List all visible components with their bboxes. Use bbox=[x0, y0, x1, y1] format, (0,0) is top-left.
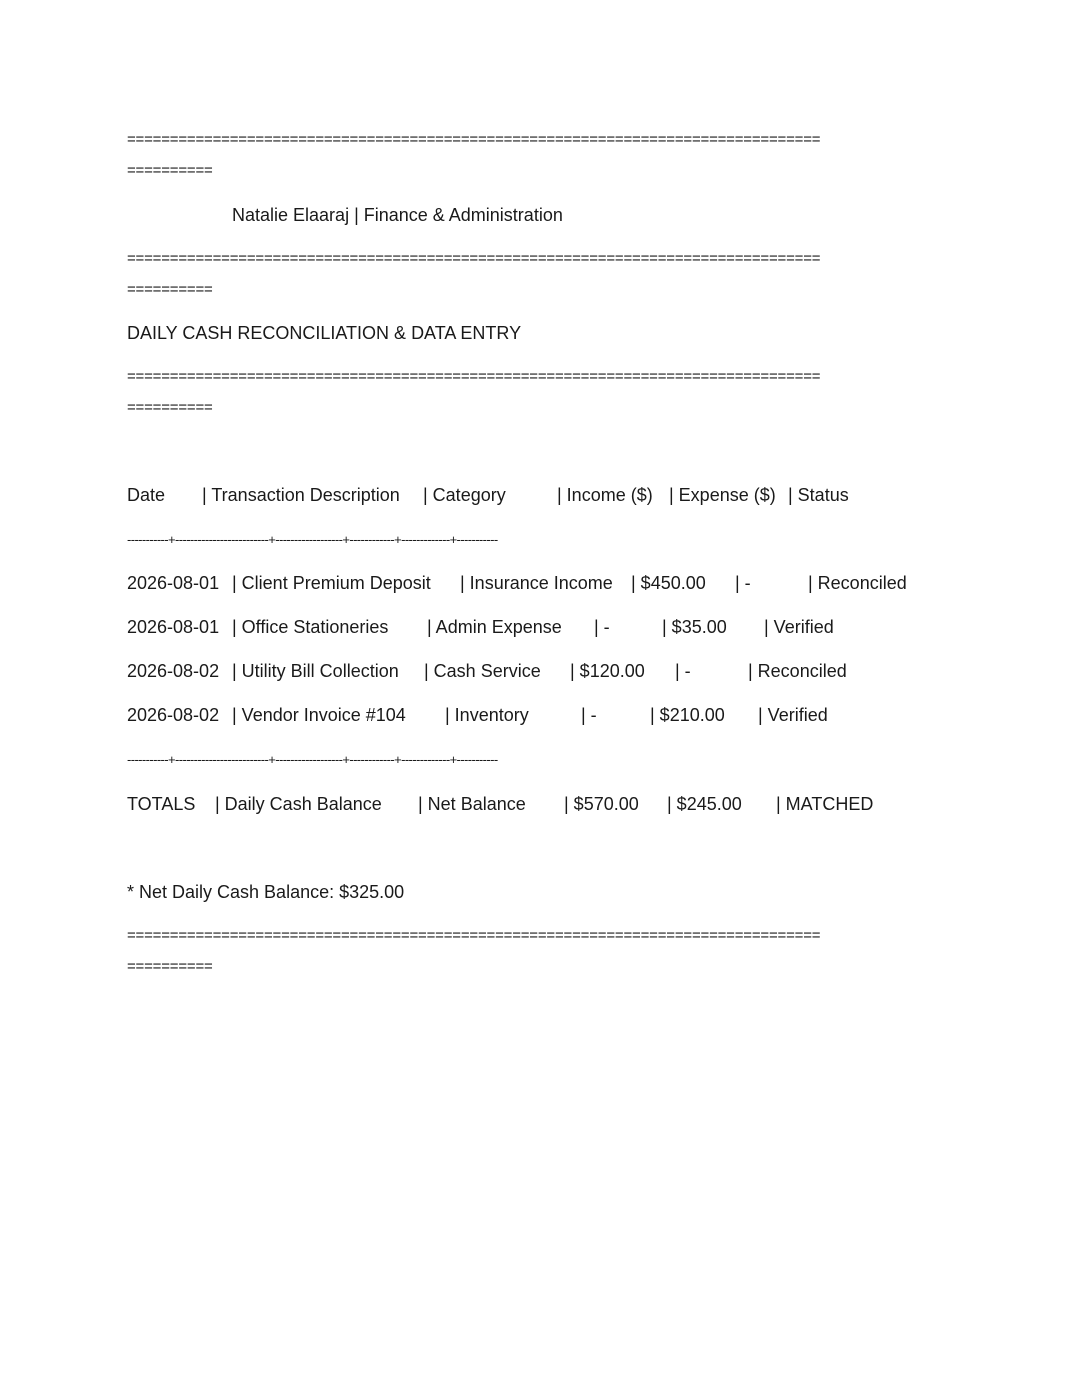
totals-label: TOTALS bbox=[127, 794, 196, 814]
dash-rule: -----------+-------------------------+------------------+------------+-------------+----------- bbox=[127, 533, 498, 547]
double-rule: ================================================================================= bbox=[127, 928, 821, 944]
cell-description: | Vendor Invoice #104 bbox=[232, 705, 406, 725]
totals-expense: | $245.00 bbox=[667, 794, 742, 814]
cell-date: 2026-08-02 bbox=[127, 661, 220, 681]
double-rule-tail: ========== bbox=[127, 400, 213, 416]
double-rule: ================================================================================= bbox=[127, 369, 821, 385]
cell-status: | Reconciled bbox=[748, 661, 847, 681]
cell-category: | Cash Service bbox=[424, 661, 541, 681]
totals-status: | MATCHED bbox=[776, 794, 874, 814]
cell-status: | Verified bbox=[758, 705, 828, 725]
cell-category: | Inventory bbox=[445, 705, 529, 725]
cell-expense: | $210.00 bbox=[650, 705, 725, 725]
double-rule: ================================================================================= bbox=[127, 251, 821, 267]
cell-expense: | - bbox=[675, 661, 691, 681]
double-rule-tail: ========== bbox=[127, 163, 213, 179]
cell-income: | $120.00 bbox=[570, 661, 645, 681]
net-balance-note: * Net Daily Cash Balance: $325.00 bbox=[127, 882, 405, 902]
author-line: Natalie Elaaraj | Finance & Administration bbox=[232, 205, 563, 225]
cell-category: | Insurance Income bbox=[460, 573, 613, 593]
totals-description: | Daily Cash Balance bbox=[215, 794, 382, 814]
double-rule: ================================================================================= bbox=[127, 132, 821, 148]
cell-income: | $450.00 bbox=[631, 573, 706, 593]
cell-expense: | - bbox=[735, 573, 751, 593]
cell-description: | Client Premium Deposit bbox=[232, 573, 431, 593]
column-header-description: | Transaction Description bbox=[202, 485, 400, 505]
column-header-income: | Income ($) bbox=[557, 485, 653, 505]
cell-status: | Reconciled bbox=[808, 573, 907, 593]
cell-description: | Office Stationeries bbox=[232, 617, 389, 637]
column-header-category: | Category bbox=[423, 485, 506, 505]
cell-date: 2026-08-02 bbox=[127, 705, 220, 725]
column-header-status: | Status bbox=[788, 485, 849, 505]
cell-date: 2026-08-01 bbox=[127, 617, 220, 637]
cell-description: | Utility Bill Collection bbox=[232, 661, 399, 681]
document-title: DAILY CASH RECONCILIATION & DATA ENTRY bbox=[127, 323, 522, 343]
cell-status: | Verified bbox=[764, 617, 834, 637]
cell-expense: | $35.00 bbox=[662, 617, 727, 637]
double-rule-tail: ========== bbox=[127, 959, 213, 975]
cell-income: | - bbox=[581, 705, 597, 725]
cell-income: | - bbox=[594, 617, 610, 637]
dash-rule: -----------+-------------------------+------------------+------------+-------------+----------- bbox=[127, 753, 498, 767]
cell-category: | Admin Expense bbox=[427, 617, 562, 637]
totals-category: | Net Balance bbox=[418, 794, 526, 814]
totals-income: | $570.00 bbox=[564, 794, 639, 814]
cell-date: 2026-08-01 bbox=[127, 573, 220, 593]
double-rule-tail: ========== bbox=[127, 282, 213, 298]
column-header-expense: | Expense ($) bbox=[669, 485, 776, 505]
column-header-date: Date bbox=[127, 485, 166, 505]
